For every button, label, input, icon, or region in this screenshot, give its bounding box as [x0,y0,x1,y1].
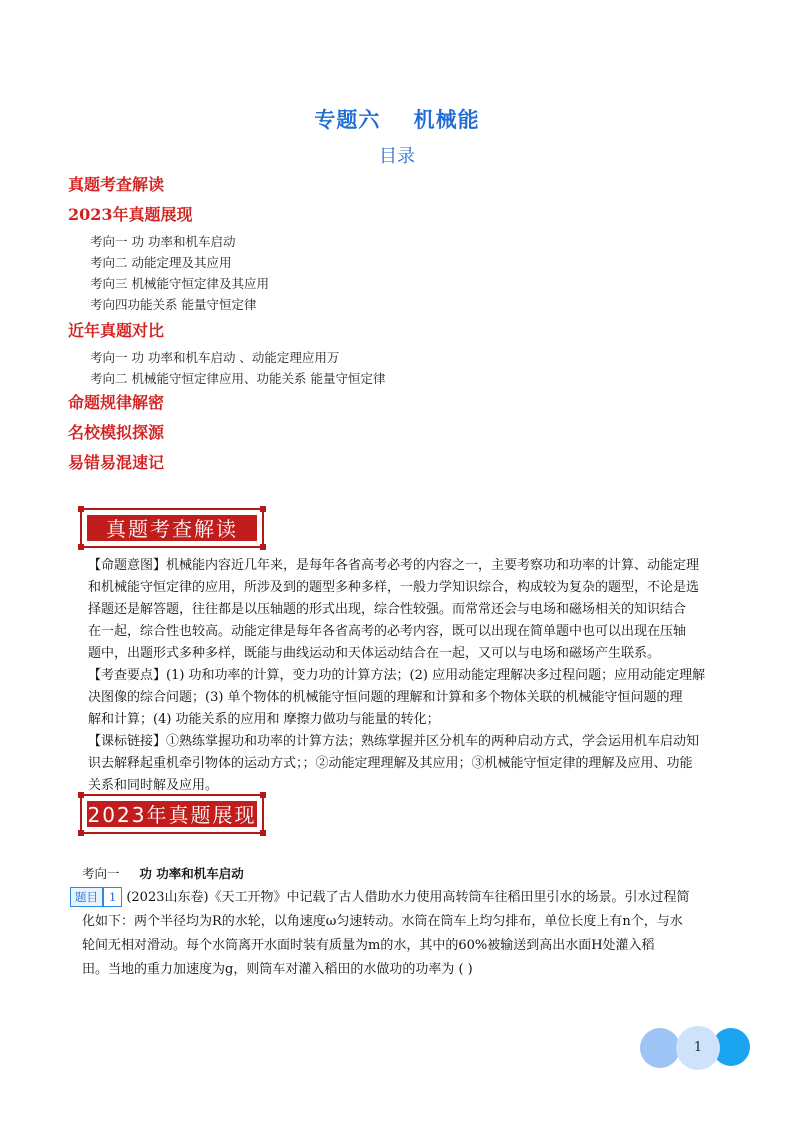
question-line: (2023山东卷)《天工开物》中记载了古人借助水力使用高转筒车往稻田里引水的场景。引水过程简 [126,890,690,905]
text-line: 和机械能守恒定律的应用，所涉及到的题型多种多样，一般力学知识综合，构成较为复杂的题型，不论是选 [88,580,700,595]
question-line: 轮间无相对滑动。每个水筒离开水面时装有质量为m的水，其中的60%被输送到高出水面H处灌入稻 [82,938,655,953]
toc-item[interactable]: 考向四功能关系 能量守恒定律 [90,297,257,312]
banner-corner [260,792,266,798]
toc-item[interactable]: 考向三 机械能守恒定律及其应用 [90,276,269,291]
text-line: 识去解释起重机牵引物体的运动方式；；②动能定理理解及其应用；③机械能守恒定律的理解及应用、功能 [88,756,693,771]
banner-corner [260,544,266,550]
question-badge: 题目 [70,887,103,907]
toc-heading-3[interactable]: 近年真题对比 [68,321,165,340]
text-line: 题中，出题形式多种多样，既能与曲线运动和天体运动结合在一起，又可以与电场和磁场产生联系。 [88,646,661,661]
toc-heading-6[interactable]: 易错易混速记 [68,453,165,472]
text-line: 【考查要点】(1) 功和功率的计算，变力功的计算方法；(2) 应用动能定理解决多过程问题；应用动能定理解 [88,668,706,683]
text-line: 解和计算；(4) 功能关系的应用和 摩擦力做功与能量的转化； [88,712,440,727]
question-number: 1 [103,887,122,907]
banner-corner [78,506,84,512]
text-line: 在一起，综合性也较高。动能定律是每年各省高考的必考内容，既可以出现在简单题中也可以出现在压轴 [88,624,687,639]
footer-circle-left [640,1028,680,1068]
question-line: 田。当地的重力加速度为g，则筒车对灌入稻田的水做功的功率为 ( ) [82,962,473,977]
toc-item[interactable]: 考向二 动能定理及其应用 [90,255,232,270]
toc-heading-2[interactable]: 2023年真题展现 [68,205,193,224]
banner-corner [78,544,84,550]
toc-heading-1[interactable]: 真题考查解读 [68,175,165,194]
banner-corner [78,830,84,836]
banner-corner [78,792,84,798]
text-line: 【命题意图】机械能内容近几年来，是每年各省高考必考的内容之一，主要考察功和功率的计算、动能定理 [88,558,700,573]
toc-heading-5[interactable]: 名校模拟探源 [68,423,165,442]
text-line: 择题还是解答题，往往都是以压轴题的形式出现，综合性较强。而常常还会与电场和磁场相关的知识结合 [88,602,687,617]
section-banner [80,794,264,834]
page-title: 专题六 机械能 [314,108,480,132]
banner-corner [260,506,266,512]
toc-item[interactable]: 考向一 功 功率和机车启动 [90,234,236,249]
interpretation-text [88,555,728,797]
section-banner-label: 真题考查解读 [86,514,258,542]
section-banner-label: 2023年真题展现 [86,800,258,828]
page-number: 1 [676,1026,720,1070]
section-banner [80,508,264,548]
question-first-line [70,886,730,910]
text-line: 决图像的综合问题；(3) 单个物体的机械能守恒问题的理解和计算和多个物体关联的机械能守恒问题的理 [88,690,683,705]
question-line: 化如下：两个半径均为R的水轮，以角速度ω匀速转动。水筒在筒车上均匀排布，单位长度上有n个，与水 [82,914,683,929]
section-heading [82,864,244,882]
section-prefix: 考向一 [82,866,120,881]
section-title: 功 功率和机车启动 [139,866,244,881]
toc-item[interactable]: 考向二 机械能守恒定律应用、功能关系 能量守恒定律 [90,371,386,386]
toc-item[interactable]: 考向一 功 功率和机车启动 、动能定理应用万 [90,350,340,365]
toc-subtitle: 目录 [379,146,415,167]
banner-corner [260,830,266,836]
toc-heading-4[interactable]: 命题规律解密 [68,393,165,412]
question-block [70,886,730,982]
text-line: 【课标链接】①熟练掌握功和功率的计算方法；熟练掌握并区分机车的两种启动方式，学会运用机车启动知 [88,734,700,749]
text-line: 关系和同时解及应用。 [88,778,219,793]
